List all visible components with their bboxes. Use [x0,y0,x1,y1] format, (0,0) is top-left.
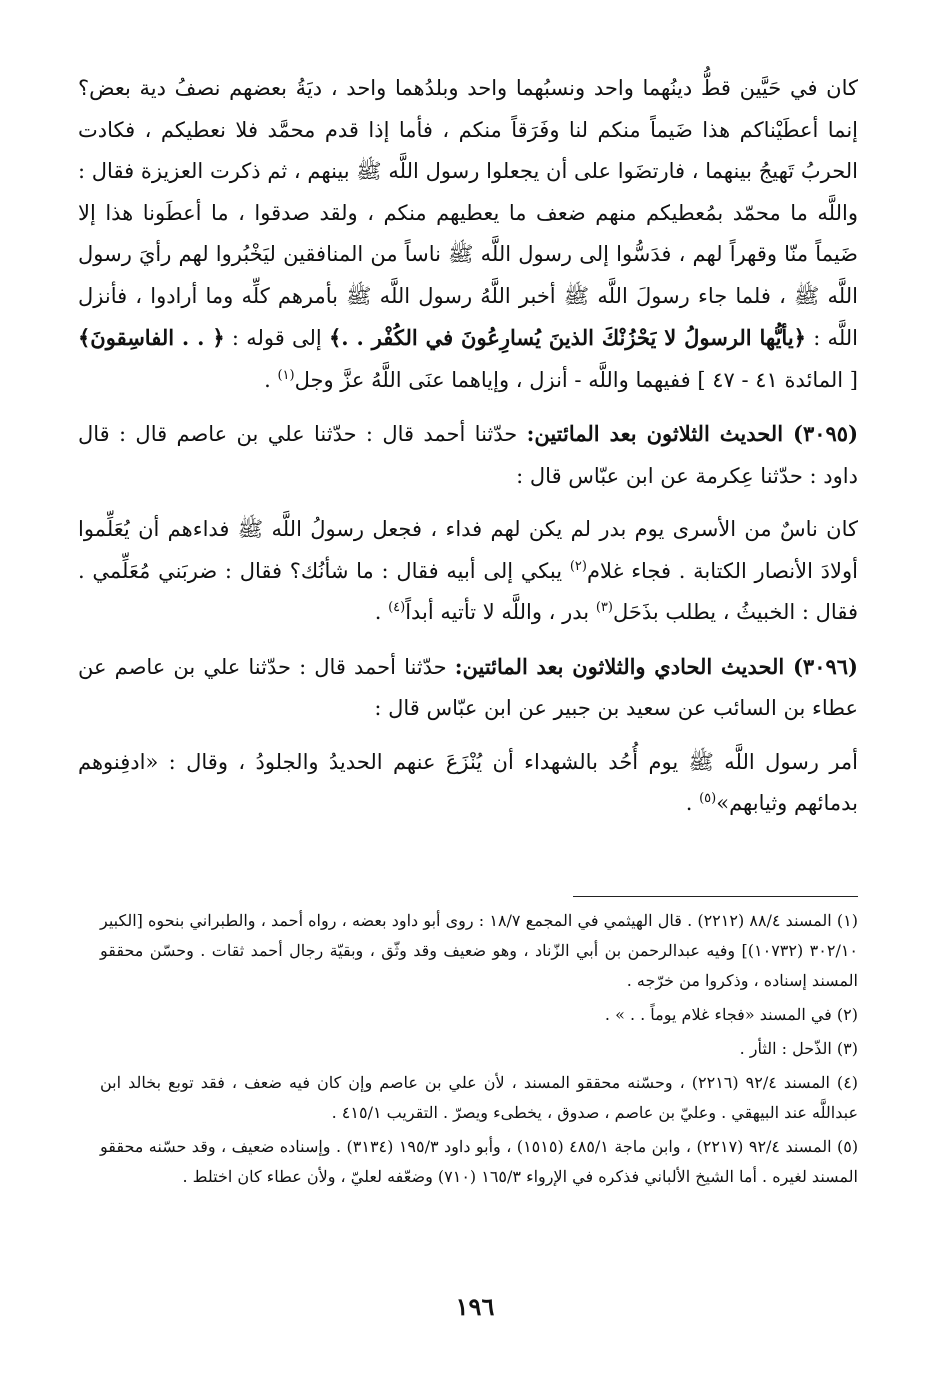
footnote-ref-4: (٤) [388,600,406,615]
quran-verse-end: ﴿ . . الفاسِقونَ﴾ [78,325,225,350]
footnote-ref-2: (٢) [569,558,587,574]
hadith-3095-text-c: بدر ، واللَّه لا تأتيه أبداً [405,600,596,624]
hadith-3096-heading: (٣٠٩٦) الحديث الحادي والثلاثون بعد المائتين: [454,653,858,679]
hadith-3096-body: أمر رسول اللَّه ﷺ يوم أُحُد بالشهداء أن يُنْزَعَ عنهم الحديدُ والجلودُ ، وقال : «ادفِنوهم بدمائهم وثيابهم» [78,749,858,815]
footnote-5: (٥) المسند ٩٢/٤ (٢٢١٧) ، وابن ماجة ٤٨٥/١ (١٥١٥) ، وأبو داود ١٩٥/٣ (٣١٣٤) . وإسناده ضعيف ، وقد حسّنه محققو المسند لغيره . أما الشيخ الألباني فذكره في الإرواء ١٦٥/٣ (٧١٠) وضعّفه لعليّ ، ولأن عطاء كان اختلط . [100,1137,859,1186]
hadith-3096-chain [78,646,858,730]
hadith-3096-tail: . [685,791,700,815]
footnote-2: (٢) في المسند «فجاء غلام يوماً . . » . [604,1005,858,1024]
narration-tail: . [264,367,278,392]
hadith-3095-text-d: . [374,600,389,624]
footnote-4: (٤) المسند ٩٢/٤ (٢٢١٦) ، وحسّنه محققو المسند ، لأن علي بن عاصم وإن كان فيه ضعف ، فقد توبع بخالد ابن عبداللَّه عند البيهقي . وعليّ بن عاصم ، صدوق ، يخطىء ويصرّ . التقريب ٤١٥/١ . [100,1073,859,1122]
footnote-3: (٣) الذّحل : الثأر . [739,1039,858,1058]
footnote-1: (١) المسند ٨٨/٤ (٢٢١٢) . قال الهيثمي في المجمع ١٨/٧ : روى أبو داود بعضه ، رواه أحمد ، والطبراني بنحوه [الكبير ٣٠٢/١٠ (١٠٧٣٢)] وفيه عبدالرحمن بن أبي الزّناد ، وهو ضعيف وقد وثّق ، وبقيّة رجال أحمد ثقات . وحسّن محققو المسند إسناده ، وذكروا من خرّجه . [100,911,859,990]
narration-connector: إلى قوله : [224,326,329,350]
footnotes-section [100,906,858,1196]
hadith-3096-text [78,742,858,825]
footnote-ref-1: (١) [277,367,295,383]
page-number: ١٩٦ [455,1292,495,1321]
hadith-3095-chain [78,413,858,497]
main-text-body [78,68,858,825]
hadith-3096-isnad: حدّثنا أحمد قال : حدّثنا علي بن عاصم عن عطاء بن السائب عن سعيد بن جبير عن ابن عبّاس قال : [78,654,858,720]
footnote-ref-3: (٣) [595,600,613,615]
quran-verse-start: ﴿يأيُّها الرسولُ لا يَحْزُنْكَ الذينَ يُسارِعُونَ في الكُفْر . .﴾ [329,325,806,350]
paragraph-narration [78,68,858,401]
hadith-3095-text-b: يبكي إلى أبيه فقال : ما شأنُك؟ فقال : ضربَني مُعَلِّمي . فقال : الخبيثُ ، يطلب بذَحَل [78,558,858,624]
hadith-3095-text [78,509,858,634]
hadith-3095-text-a: كان ناسٌ من الأسرى يوم بدر لم يكن لهم فداء ، فجعل رسولُ اللَّه ﷺ فداءهم أن يُعَلِّموا أولادَ الأنصار الكتابة . فجاء غلام [78,517,858,583]
footnote-ref-5: (٥) [699,791,717,806]
footnote-separator [573,896,858,897]
narration-text: كان في حَيَّين قطُّ دينُهما واحد ونسبُهما واحد وبلدُهما واحد ، ديَةُ بعضهم نصفُ دية بعض؟ إنما أعطَيْناكم هذا ضَيماً منكم لنا وفَرَقاً منكم ، فأما إذا قدم محمَّد فلا نعطيكم ، فكادت الحربُ تَهيجُ بينهما ، فارتضَوا على أن يجعلوا رسول اللَّه ﷺ بينهم ، ثم ذكرت العزيزة فقال : واللَّه ما محمّد بمُعطيكم منهم ضعف ما يعطيهم منكم ، ولقد صدقوا ، ما أعطَونا هذا إلا ضَيماً منّا وقهراً لهم ، فدَسُّوا إلى رسول اللَّه ﷺ ناساً من المنافقين ليَخْبُروا لهم رأيَ رسول اللَّه ﷺ ، فلما جاء رسولَ اللَّه ﷺ أخبر اللَّهُ رسول اللَّه ﷺ بأمرهم كلِّه وما أرادوا ، فأنزل اللَّه : [78,76,858,350]
narration-ending: [ المائدة ٤١ - ٤٧ ] ففيهما واللَّه - أنزل ، وإياهما عنَى اللَّهُ عزَّ وجل [294,367,858,392]
hadith-3095-heading: (٣٠٩٥) الحديث الثلاثون بعد المائتين: [526,421,859,446]
hadith-3095-isnad: حدّثنا أحمد قال : حدّثنا علي بن عاصم قال : قال داود : حدّثنا عِكرمة عن ابن عبّاس قال : [78,422,858,488]
